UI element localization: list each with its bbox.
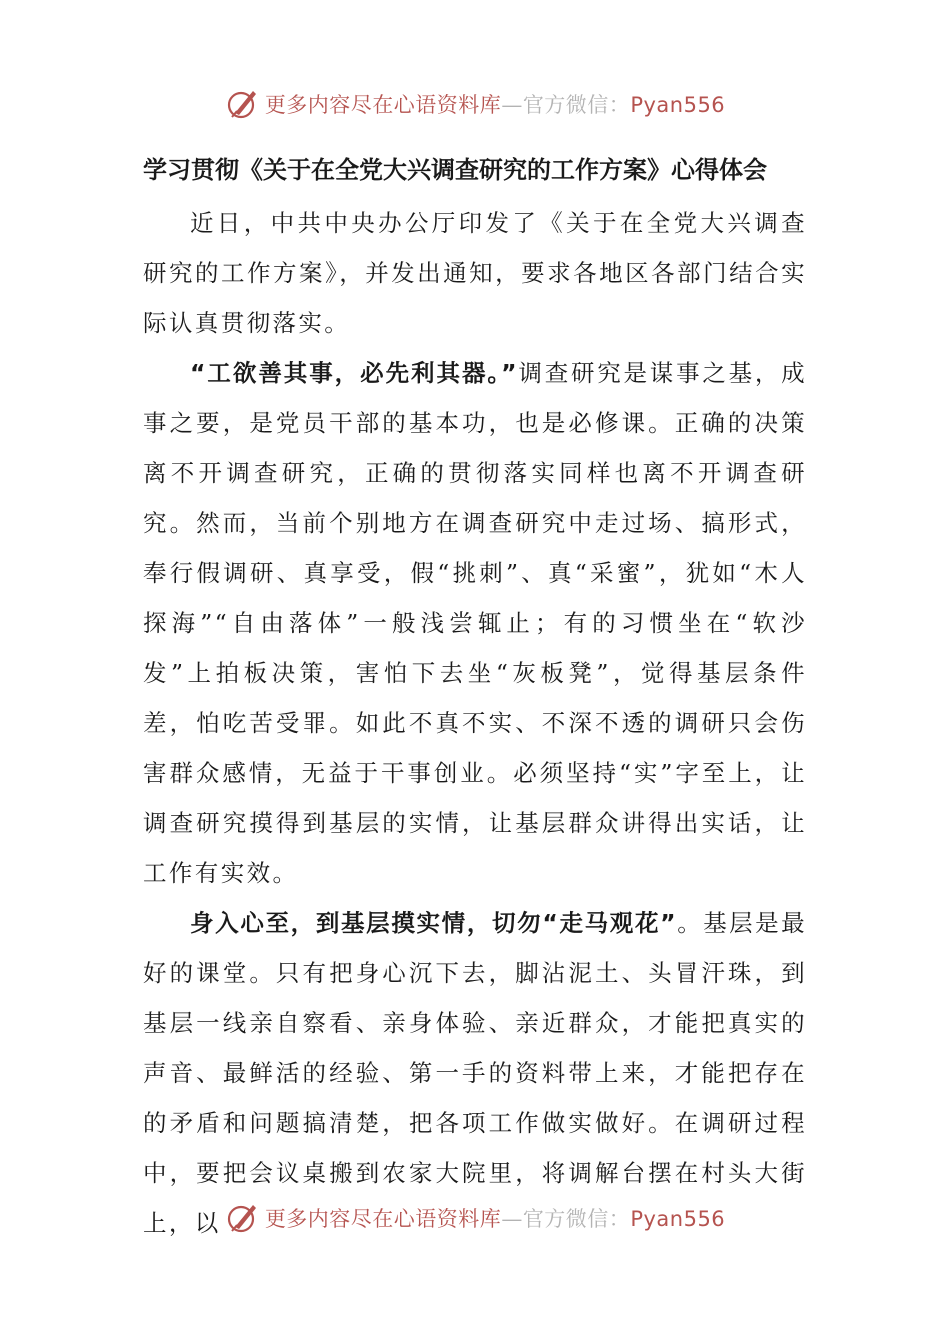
header-banner bbox=[0, 84, 950, 124]
quill-pen-logo-icon bbox=[225, 1200, 261, 1236]
footer-banner-account: Pyan556 bbox=[630, 1207, 726, 1231]
footer-banner-official: 官方微信： bbox=[522, 1207, 631, 1231]
paragraph-1 bbox=[143, 198, 807, 348]
header-banner-dash: — bbox=[501, 93, 523, 117]
document-title: 学习贯彻《关于在全党大兴调查研究的工作方案》心得体会 bbox=[143, 156, 767, 184]
document-body bbox=[143, 198, 807, 1248]
paragraph-3 bbox=[143, 898, 807, 1248]
paragraph-1-text: 近日，中共中央办公厅印发了《关于在全党大兴调查研究的工作方案》，并发出通知，要求各地区各部门结合实际认真贯彻落实。 bbox=[143, 209, 807, 337]
paragraph-2-text: 调查研究是谋事之基，成事之要，是党员干部的基本功，也是必修课。正确的决策离不开调查研究，正确的贯彻落实同样也离不开调查研究。然而，当前个别地方在调查研究中走过场、搞形式，奉行假调研、真享受，假“挑刺”、真“采蜜”，犹如“木人探海”“自由落体”一般浅尝辄止；有的习惯坐在“软沙发”上拍板决策，害怕下去坐“灰板凳”，觉得基层条件差，怕吃苦受罪。如此不真不实、不深不透的调研只会伤害群众感情，无益于干事创业。必须坚持“实”字至上，让调查研究摸得到基层的实情，让基层群众讲得出实话，让工作有实效。 bbox=[143, 359, 807, 887]
header-banner-text bbox=[265, 89, 725, 119]
header-banner-main: 更多内容尽在心语资料库 bbox=[264, 93, 502, 117]
paragraph-3-lead: 身入心至，到基层摸实情，切勿“走马观花” bbox=[190, 909, 678, 937]
quill-pen-logo-icon bbox=[225, 86, 261, 122]
paragraph-2 bbox=[143, 348, 807, 898]
header-banner-account: Pyan556 bbox=[630, 93, 726, 117]
footer-banner bbox=[0, 1198, 950, 1238]
header-banner-official: 官方微信： bbox=[522, 93, 631, 117]
footer-banner-main: 更多内容尽在心语资料库 bbox=[264, 1207, 502, 1231]
footer-banner-text bbox=[265, 1203, 725, 1233]
paragraph-2-lead: “工欲善其事，必先利其器。” bbox=[190, 359, 519, 387]
footer-banner-dash: — bbox=[501, 1207, 523, 1231]
paragraph-3-text: 。基层是最好的课堂。只有把身心沉下去，脚沾泥土、头冒汗珠，到基层一线亲自察看、亲身体验、亲近群众，才能把真实的声音、最鲜活的经验、第一手的资料带上来，才能把存在的矛盾和问题搞清楚，把各项工作做实做好。在调研过程中，要把会议桌搬到农家大院里，将调解台摆在村头大街上，以 bbox=[143, 909, 808, 1237]
